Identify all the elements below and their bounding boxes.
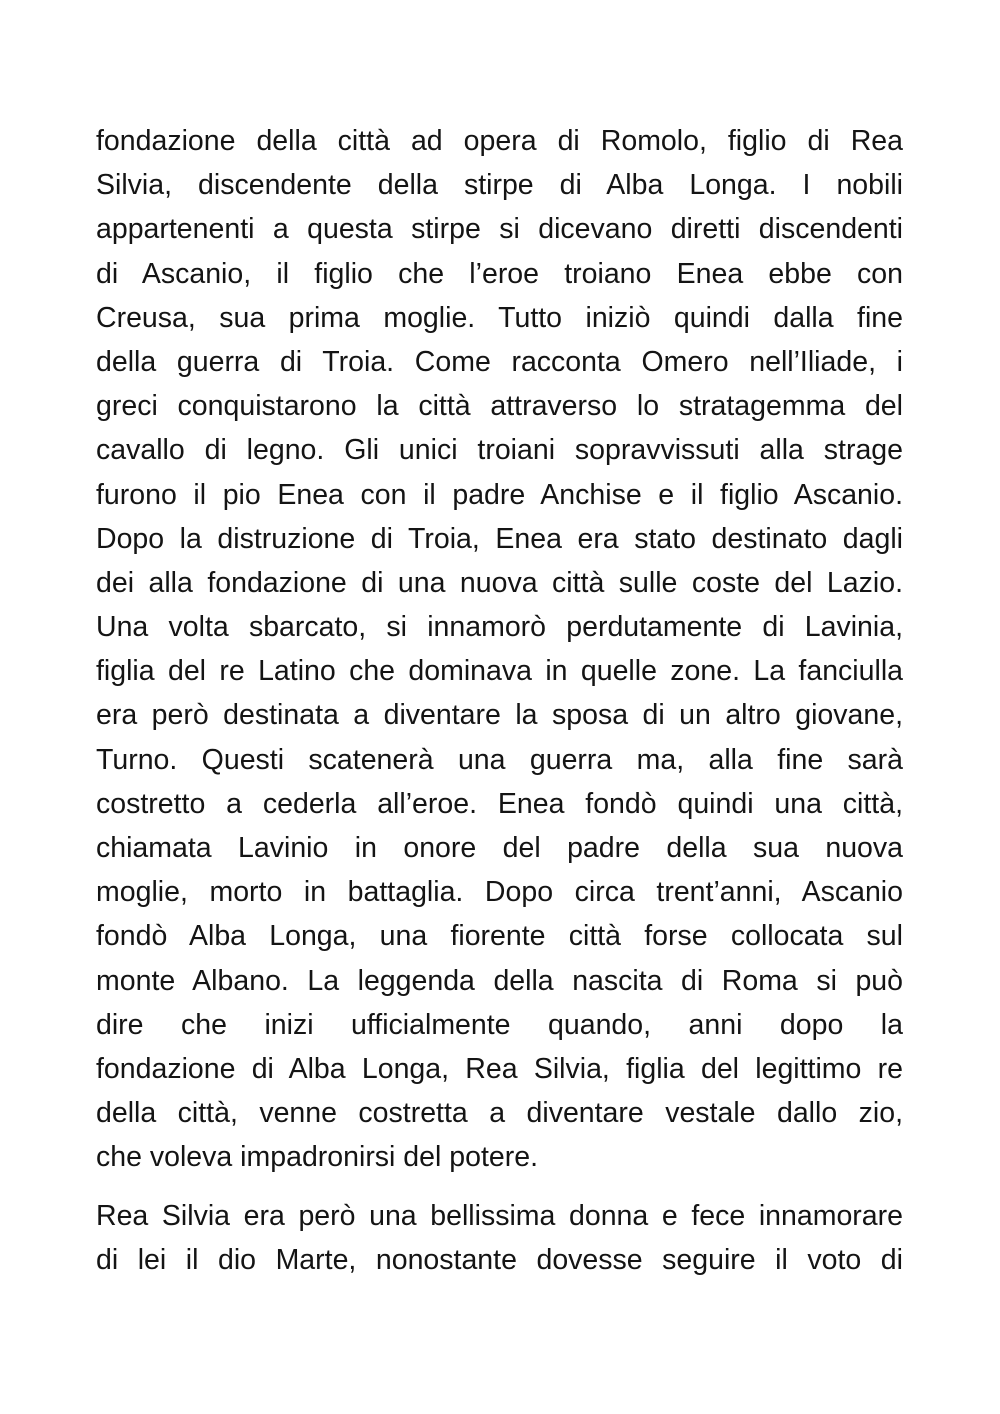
text-line: era però destinata a diventare la sposa di un altro giovane, (96, 699, 903, 732)
text-line: Dopo la distruzione di Troia, Enea era stato destinato dagli (96, 522, 903, 555)
text-line: Silvia, discendente della stirpe di Alba Longa. I nobili (96, 169, 903, 202)
text-line: costretto a cederla all’eroe. Enea fondò quindi una città, (96, 787, 903, 820)
text-line: fondazione di Alba Longa, Rea Silvia, figlia del legittimo re (96, 1052, 903, 1085)
text-line: monte Albano. La leggenda della nascita di Roma si può (96, 964, 903, 997)
text-line: moglie, morto in battaglia. Dopo circa trent’anni, Ascanio (96, 876, 903, 909)
text-line: appartenenti a questa stirpe si dicevano diretti discendenti (96, 213, 903, 246)
paragraph-1 (96, 119, 903, 1180)
text-line: dei alla fondazione di una nuova città sulle coste del Lazio. (96, 566, 903, 599)
text-line: chiamata Lavinio in onore del padre della sua nuova (96, 832, 903, 864)
text-line: Una volta sbarcato, si innamorò perdutamente di Lavinia, (96, 611, 903, 644)
text-line: fondazione della città ad opera di Romolo, figlio di Rea (96, 125, 903, 157)
text-line: Rea Silvia era però una bellissima donna e fece innamorare (96, 1200, 903, 1232)
text-line: dire che inizi ufficialmente quando, anni dopo la (96, 1008, 903, 1041)
text-line: figlia del re Latino che dominava in quelle zone. La fanciulla (96, 655, 903, 688)
paragraph-2 (96, 1194, 903, 1282)
text-line: greci conquistarono la città attraverso lo stratagemma del (96, 390, 903, 423)
text-line: di Ascanio, il figlio che l’eroe troiano Enea ebbe con (96, 257, 903, 290)
text-line: che voleva impadronirsi del potere. (96, 1141, 538, 1174)
text-line: Creusa, sua prima moglie. Tutto iniziò quindi dalla fine (96, 301, 903, 334)
text-line: furono il pio Enea con il padre Anchise e il figlio Ascanio. (96, 478, 903, 511)
text-line: di lei il dio Marte, nonostante dovesse seguire il voto di (96, 1244, 903, 1277)
text-line: della città, venne costretta a diventare vestale dallo zio, (96, 1097, 903, 1130)
text-line: cavallo di legno. Gli unici troiani sopravvissuti alla strage (96, 434, 903, 467)
text-line: della guerra di Troia. Come racconta Omero nell’Iliade, i (96, 345, 903, 378)
text-line: fondò Alba Longa, una fiorente città forse collocata sul (96, 920, 903, 953)
text-line: Turno. Questi scatenerà una guerra ma, alla fine sarà (96, 743, 903, 776)
